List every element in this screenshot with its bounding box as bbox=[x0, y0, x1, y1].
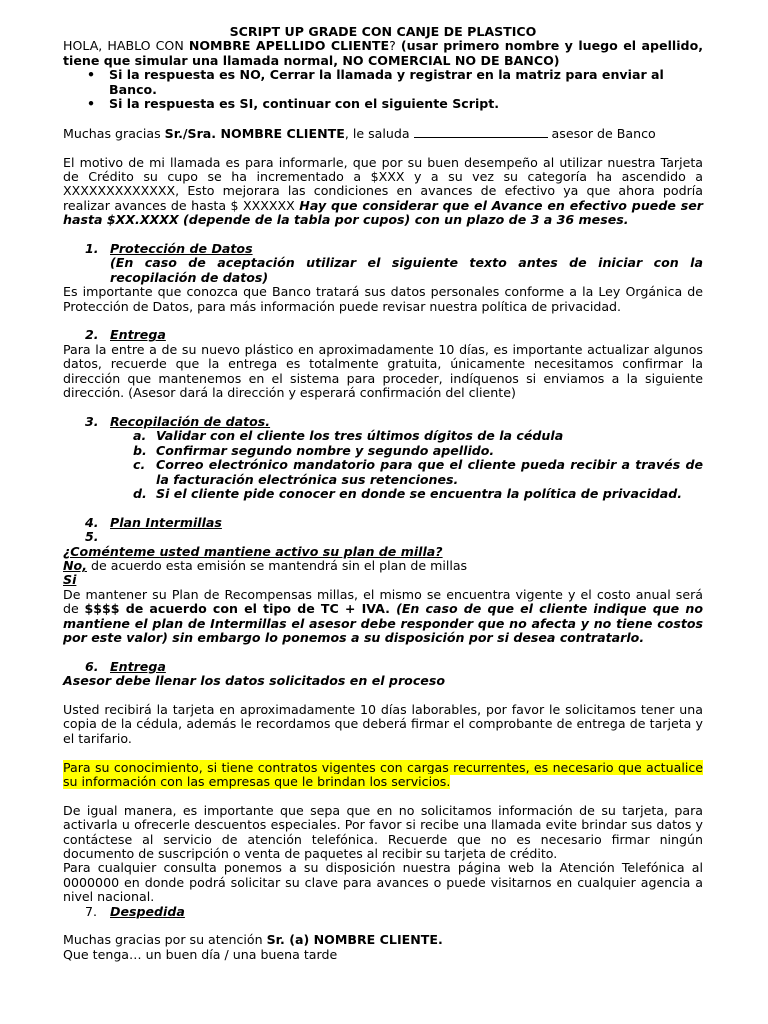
item-letter: c. bbox=[133, 457, 146, 473]
closing-text: Muchas gracias por su atención bbox=[63, 932, 267, 948]
section-4-number: 4. bbox=[85, 514, 99, 530]
section-6-highlight-paragraph bbox=[63, 761, 703, 790]
section-1-body: Es importante que conozca que Banco tratará sus datos personales conforme a la Ley Orgánica de Protección de Datos, para más información puede revisar nuestra política de privacidad. bbox=[63, 284, 703, 314]
thanks-paragraph bbox=[63, 126, 703, 141]
section-3-item-a bbox=[63, 429, 703, 443]
item-letter: a. bbox=[133, 428, 147, 444]
section-3-item-d bbox=[63, 487, 703, 501]
millas-no-answer bbox=[63, 559, 703, 573]
motivo-text: El motivo de mi llamada es para informarle, que por su buen desempeño al utilizar nuestra Tarjeta de Crédito su cupo se ha incrementado a $XXX y a su vez su categoría ha ascendido a XXXXXXXXXXXXX, Esto mejorara las condiciones en avances de efectivo ya que ahora podría realizar avances de hasta $ XXXXXX bbox=[63, 154, 703, 213]
section-3-item-b bbox=[63, 444, 703, 458]
item-text: Si el cliente pide conocer en donde se encuentra la política de privacidad. bbox=[156, 485, 683, 501]
item-text: Validar con el cliente los tres últimos dígitos de la cédula bbox=[156, 428, 564, 444]
document-title: SCRIPT UP GRADE CON CANJE DE PLASTICO bbox=[229, 24, 537, 39]
no-text: de acuerdo esta emisión se mantendrá sin el plan de millas bbox=[86, 557, 468, 573]
closing-farewell: Que tenga… un buen día / una buena tarde bbox=[63, 946, 338, 962]
intro-greeting: HOLA, HABLO CON bbox=[63, 38, 189, 54]
intro-question-mark: ? bbox=[389, 38, 401, 54]
motivo-paragraph bbox=[63, 156, 703, 228]
section-1-title: Protección de Datos bbox=[110, 241, 253, 257]
intro-instruction: (usar primero nombre y luego el apellido, tiene que simular una llamada normal, NO COMERCIAL NO DE BANCO) bbox=[63, 38, 704, 68]
section-6-security-paragraph: De igual manera, es importante que sepa que en no solicitamos información de su tarjeta, para activarla u ofrecerle descuentos especiales. Por favor si recibe una llamada evite brindar sus datos y contáctese al servicio de atención telefónica. Recuerde que no es necesario firmar ningún documento de suscripción o venta de paquetes al recibir su tarjeta de crédito. bbox=[63, 802, 703, 861]
section-2-heading bbox=[63, 328, 703, 342]
section-4-heading bbox=[63, 516, 703, 530]
section-5-heading bbox=[63, 530, 703, 544]
section-5-number: 5. bbox=[85, 529, 99, 545]
item-letter: b. bbox=[133, 442, 147, 458]
si-text: De mantener su Plan de Recompensas millas, el mismo se encuentra vigente y el costo anual será de bbox=[63, 586, 703, 617]
section-7-heading bbox=[63, 905, 703, 919]
section-3-heading bbox=[63, 415, 703, 429]
no-label: No, bbox=[63, 557, 87, 573]
response-bullets bbox=[63, 68, 703, 111]
bullet-no: • Si la respuesta es NO, Cerrar la llamada y registrar en la matriz para enviar al Banco. bbox=[63, 68, 703, 97]
section-2-title: Entrega bbox=[110, 327, 166, 343]
millas-question: ¿Coménteme usted mantiene activo su plan de milla? bbox=[63, 543, 443, 559]
section-6-heading bbox=[63, 660, 703, 674]
section-6-subheading: Asesor debe llenar los datos solicitados en el proceso bbox=[63, 673, 445, 689]
section-6-number: 6. bbox=[85, 658, 99, 674]
section-7-title: Despedida bbox=[110, 903, 185, 919]
section-3-title: Recopilación de datos. bbox=[110, 413, 271, 429]
section-4-title: Plan Intermillas bbox=[110, 514, 222, 530]
closing-thanks bbox=[63, 933, 703, 947]
highlighted-text: Para su conocimiento, si tiene contratos vigentes con cargas recurrentes, es necesario que actualice su información con las empresas que le brindan los servicios. bbox=[63, 759, 703, 789]
millas-si-label: Si bbox=[63, 572, 77, 588]
millas-si-answer bbox=[63, 588, 703, 646]
motivo-note: Hay que considerar que el Avance en efectivo puede ser hasta $XX.XXXX (depende de la tabla por cupos) con un plazo de 3 a 36 meses. bbox=[63, 197, 703, 228]
thanks-greeting: , le saluda bbox=[344, 125, 414, 141]
section-2-number: 2. bbox=[85, 327, 99, 343]
intro-paragraph bbox=[63, 39, 703, 68]
section-1-number: 1. bbox=[85, 241, 99, 257]
section-7-number: 7. bbox=[85, 903, 98, 919]
item-letter: d. bbox=[133, 485, 147, 501]
section-6-title: Entrega bbox=[110, 658, 166, 674]
document-page bbox=[63, 25, 703, 962]
section-6-delivery-paragraph: Usted recibirá la tarjeta en aproximadamente 10 días laborables, por favor le solicitamos tener una copia de la cédula, además le recordamos que deberá firmar el comprobante de entrega de tarjeta y el tarifario. bbox=[63, 701, 703, 746]
closing-client-name: Sr. (a) NOMBRE CLIENTE. bbox=[266, 932, 443, 948]
intro-client-name: NOMBRE APELLIDO CLIENTE bbox=[188, 38, 390, 54]
section-1-note: (En caso de aceptación utilizar el siguiente texto antes de iniciar con la recopilación de datos) bbox=[110, 255, 703, 285]
item-text: Confirmar segundo nombre y segundo apellido. bbox=[156, 442, 495, 458]
section-3-number: 3. bbox=[85, 413, 99, 429]
section-2-body: Para la entre a de su nuevo plástico en aproximadamente 10 días, es importante actualizar algunos datos, recuerde que la entrega es totalmente gratuita, únicamente necesitamos confirmar la dirección que mantenemos en el sistema para proceder, indíquenos si enviamos a la siguiente dirección. (Asesor dará la dirección y esperará confirmación del cliente) bbox=[63, 341, 703, 401]
advisor-name-blank bbox=[414, 126, 548, 138]
bullet-si: • Si la respuesta es SI, continuar con el siguiente Script. bbox=[63, 97, 703, 111]
section-3-item-c bbox=[63, 458, 703, 487]
section-1-heading bbox=[63, 242, 703, 256]
section-6-contact-paragraph: Para cualquier consulta ponemos a su disposición nuestra página web la Atención Telefónica al 0000000 en donde podrá solicitar su clave para avances o puede visitarnos en cualquier agencia a nivel nacional. bbox=[63, 860, 703, 905]
item-text: Correo electrónico mandatorio para que el cliente pueda recibir a través de la facturación electrónica sus retenciones. bbox=[156, 457, 703, 487]
si-note: (En caso de que el cliente indique que no mantiene el plan de Intermillas el asesor debe responder que no afecta y no tiene costos por este valor) sin embargo lo ponemos a su disposición por si desea contratarlo. bbox=[63, 601, 703, 645]
thanks-text: Muchas gracias bbox=[63, 125, 165, 141]
si-cost: $$$$ de acuerdo con el tipo de TC + IVA. bbox=[84, 601, 397, 617]
thanks-advisor: asesor de Banco bbox=[547, 125, 656, 141]
thanks-client-name: Sr./Sra. NOMBRE CLIENTE bbox=[164, 125, 345, 141]
